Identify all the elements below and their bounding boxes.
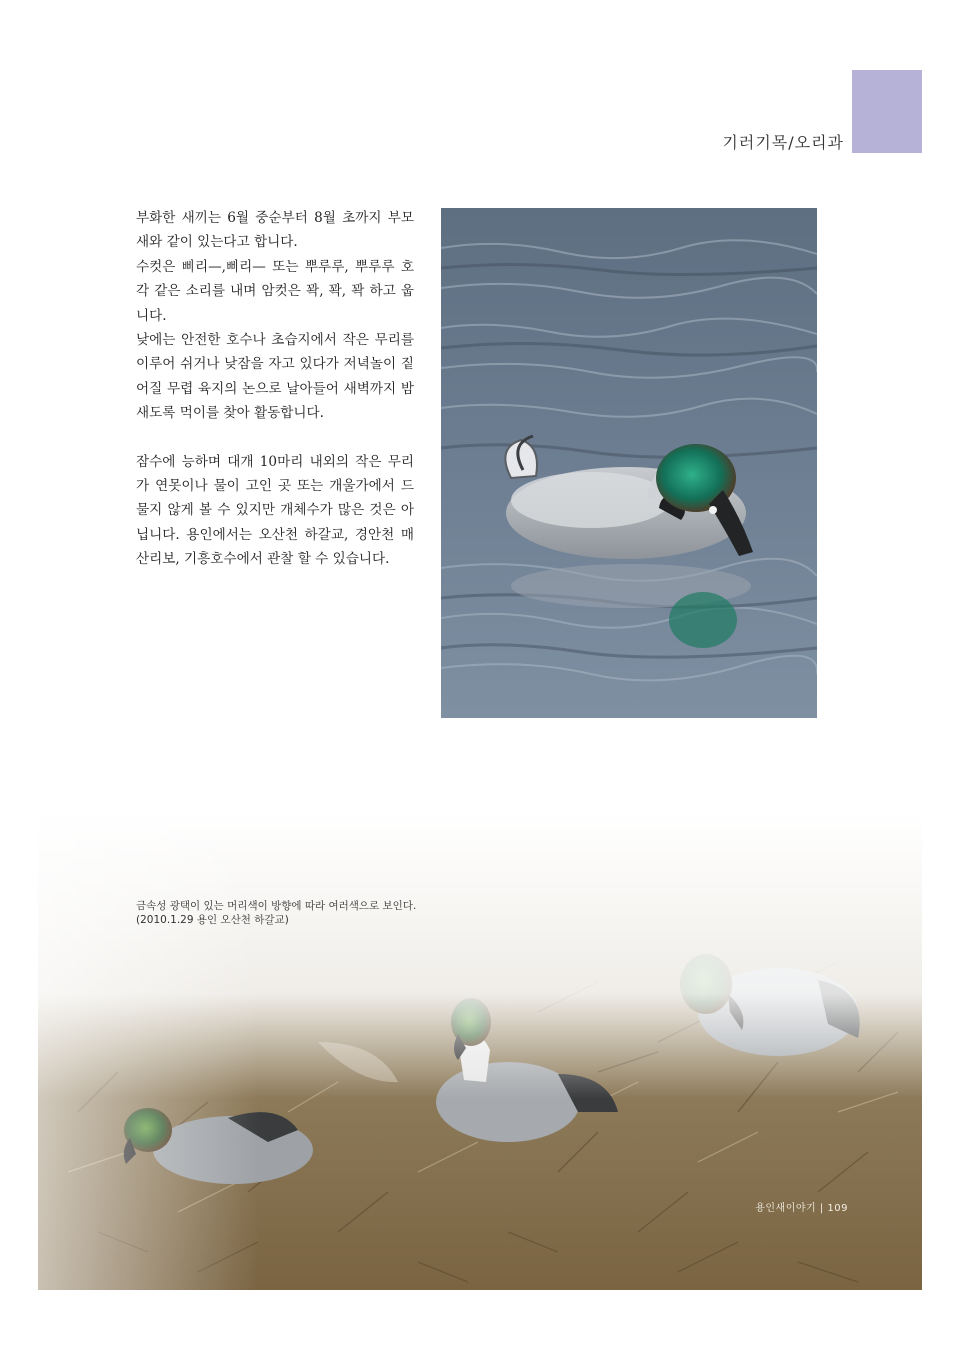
caption-line-2: (2010.1.29 용인 오산천 하갈교): [136, 914, 289, 926]
section-tab: [852, 70, 922, 153]
section-title: 기러기목/오리과: [722, 133, 844, 152]
paragraph-4: 잠수에 능하며 대개 10마리 내외의 작은 무리가 연못이나 물이 고인 곳 또는 개울가에서 드물지 않게 볼 수 있지만 개체수가 많은 것은 아닙니다. 용인에서는 오산천 하갈교, 경안천 매산리보, 기흥호수에서 관찰 할 수 있습니다.: [136, 453, 414, 568]
caption-line-1: 금속성 광택이 있는 머리색이 방향에 따라 여러색으로 보인다.: [136, 900, 417, 912]
photo-caption: [136, 899, 416, 927]
paragraph-1: 부화한 새끼는 6월 중순부터 8월 초까지 부모새와 같이 있는다고 합니다.: [136, 210, 414, 251]
paragraph-2: 수컷은 삐리—,삐리— 또는 뿌루루, 뿌루루 호각 같은 소리를 내며 암컷은 꽉, 꽉, 꽉 하고 웁니다.: [136, 258, 414, 324]
page-footer: 용인새이야기 | 109: [755, 1203, 848, 1214]
ducks-resting-photo: [38, 812, 922, 1290]
duck-swimming-photo: [441, 208, 817, 718]
body-text: [136, 206, 414, 572]
paragraph-3: 낮에는 안전한 호수나 초습지에서 작은 무리를 이루어 쉬거나 낮잠을 자고 있다가 저녁놀이 짙어질 무렵 육지의 논으로 날아들어 새벽까지 밤새도록 먹이를 찾아 활동합니다.: [136, 332, 414, 422]
